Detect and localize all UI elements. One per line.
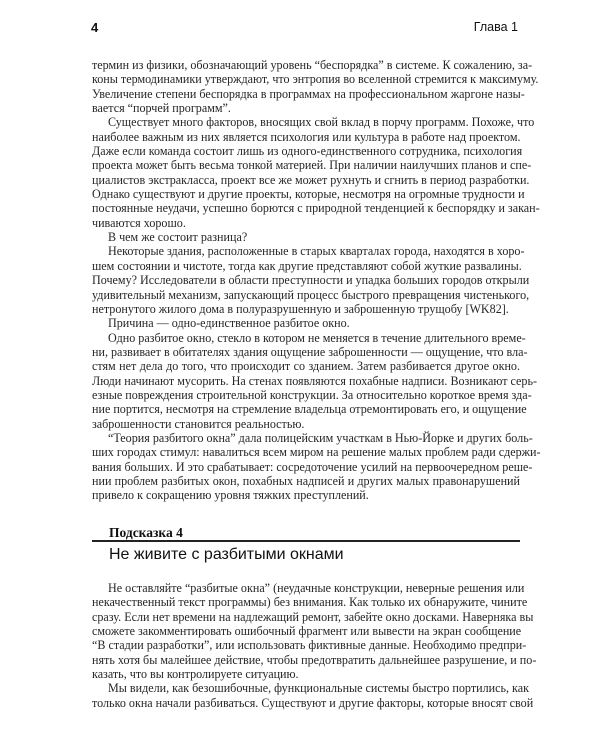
text-line: нять хотя бы малейшее действие, чтобы предотвратить дальнейшее разрушение, и по- <box>92 652 537 667</box>
text-line: удивительный механизм, запускающий процесс быстрого превращения чистенького, <box>92 287 530 302</box>
text-line: Почему? Исследователи в области преступности и упадка больших городов открыли <box>92 273 530 288</box>
text-line: ни, развивает в обитателях здания ощущение заброшенности — ощущение, что вла- <box>92 344 528 359</box>
text-line: ние портится, несмотря на стремление владельца отремонтировать его, и ощущение <box>92 402 527 417</box>
text-line: циалистов экстракласса, проект все же может рухнуть и сгнить в период разработки. <box>92 172 530 187</box>
paragraph <box>92 581 537 682</box>
paragraph <box>92 58 539 116</box>
paragraph <box>92 115 540 230</box>
paragraph <box>92 316 520 330</box>
text-line: шем состоянии и чистоте, тогда как другие представляют собой жуткие развалины. <box>92 258 522 273</box>
tip-title: Не живите с разбитыми окнами <box>109 546 344 563</box>
paragraph <box>92 681 534 710</box>
text-line: ших городах стимул: навалиться всем миром на решение малых проблем ради сдержи- <box>92 445 541 460</box>
paragraph <box>92 244 530 316</box>
paragraph <box>92 430 541 503</box>
text-line: “В стадии разработки”, или использовать фиктивные данные. Необходимо предпри- <box>92 638 527 653</box>
text-line: нетронутого жилого дома в полуразрушенную и заброшенную трущобу [WK82]. <box>92 301 509 316</box>
text-line: Люди начинают мусорить. На стенах появляются похабные надписи. Возникают серь- <box>92 373 537 388</box>
text-line: В чем же состоит разница? <box>108 230 248 245</box>
text-line: Не оставляйте “разбитые окна” (неудачные конструкции, неверные решения или <box>108 581 525 595</box>
text-line: привело к сокращению уровня тяжких преступлений. <box>92 488 369 503</box>
text-line: некачественный текст программы) без внимания. Как только их обнаружите, чините <box>92 595 528 610</box>
text-line: нии проблем разбитых окон, похабных надписей и других малых правонарушений <box>92 473 520 488</box>
tip-label: Подсказка 4 <box>109 525 183 540</box>
text-line: Увеличение степени беспорядка в программах на профессиональном жаргоне назы- <box>92 86 525 101</box>
text-line: сразу. Если нет времени на надлежащий ремонт, забейте окно досками. Наверняка вы <box>92 609 534 624</box>
text-line: Мы видели, как безошибочные, функциональные системы быстро портились, как <box>108 681 529 696</box>
tip-divider <box>92 540 520 542</box>
text-line: чиваются хорошо. <box>92 215 186 230</box>
text-line: Даже если команда состоит лишь из одного-единственного сотрудника, психология <box>92 144 523 159</box>
text-line: Причина — одно-единственное разбитое окно. <box>108 316 350 331</box>
text-line: “Теория разбитого окна” дала полицейским участкам в Нью-Йорке и других боль- <box>108 430 533 445</box>
body-text-section-1 <box>92 58 541 503</box>
text-line: проекта может быть весьма тонкой материей. При наличии наилучших планов и спе- <box>92 158 532 173</box>
text-line: только окна начали разбиваться. Существуют и другие факторы, которые вносят свой <box>92 695 534 710</box>
paragraph <box>92 330 537 431</box>
text-line: вания больших. И это срабатывает: сосредоточение усилий на первоочередном реше- <box>92 459 533 474</box>
text-line: Существует много факторов, вносящих свой вклад в порчу программ. Похоже, что <box>108 115 535 130</box>
text-line: термин из физики, обозначающий уровень “беспорядка” в системе. К сожалению, за- <box>92 58 533 72</box>
text-line: казать, что вы контролируете ситуацию. <box>92 667 299 682</box>
text-line: вается “порчей программ”. <box>92 101 231 116</box>
text-line: стям нет дела до того, что происходит со зданием. Затем разбивается другое окно. <box>92 359 520 374</box>
text-line: наиболее важным из них является психология или культура в работе над проектом. <box>92 129 521 144</box>
running-header-chapter: Глава 1 <box>473 20 518 34</box>
body-text-section-2 <box>92 581 537 710</box>
text-line: заброшенности становится реальностью. <box>92 416 305 431</box>
text-line: Одно разбитое окно, стекло в котором не меняется в течение длительного време- <box>108 330 526 345</box>
text-line: Однако существуют и другие проекты, которые, несмотря на огромные трудности и <box>92 187 525 202</box>
page-number: 4 <box>91 20 99 35</box>
text-line: сможете закомментировать ошибочный фрагмент или вывести на экран сообщение <box>92 624 522 639</box>
text-line: коны термодинамики утверждают, что энтропия во вселенной стремится к максимуму. <box>92 72 539 87</box>
paragraph <box>92 230 520 244</box>
text-line: езные повреждения строительной конструкции. За относительно короткое время зда- <box>92 387 532 402</box>
text-line: Некоторые здания, расположенные в старых кварталах города, находятся в хоро- <box>108 244 525 259</box>
text-line: постоянные неудачи, успешно борются с природной тенденцией к беспорядку и закан- <box>92 201 540 216</box>
